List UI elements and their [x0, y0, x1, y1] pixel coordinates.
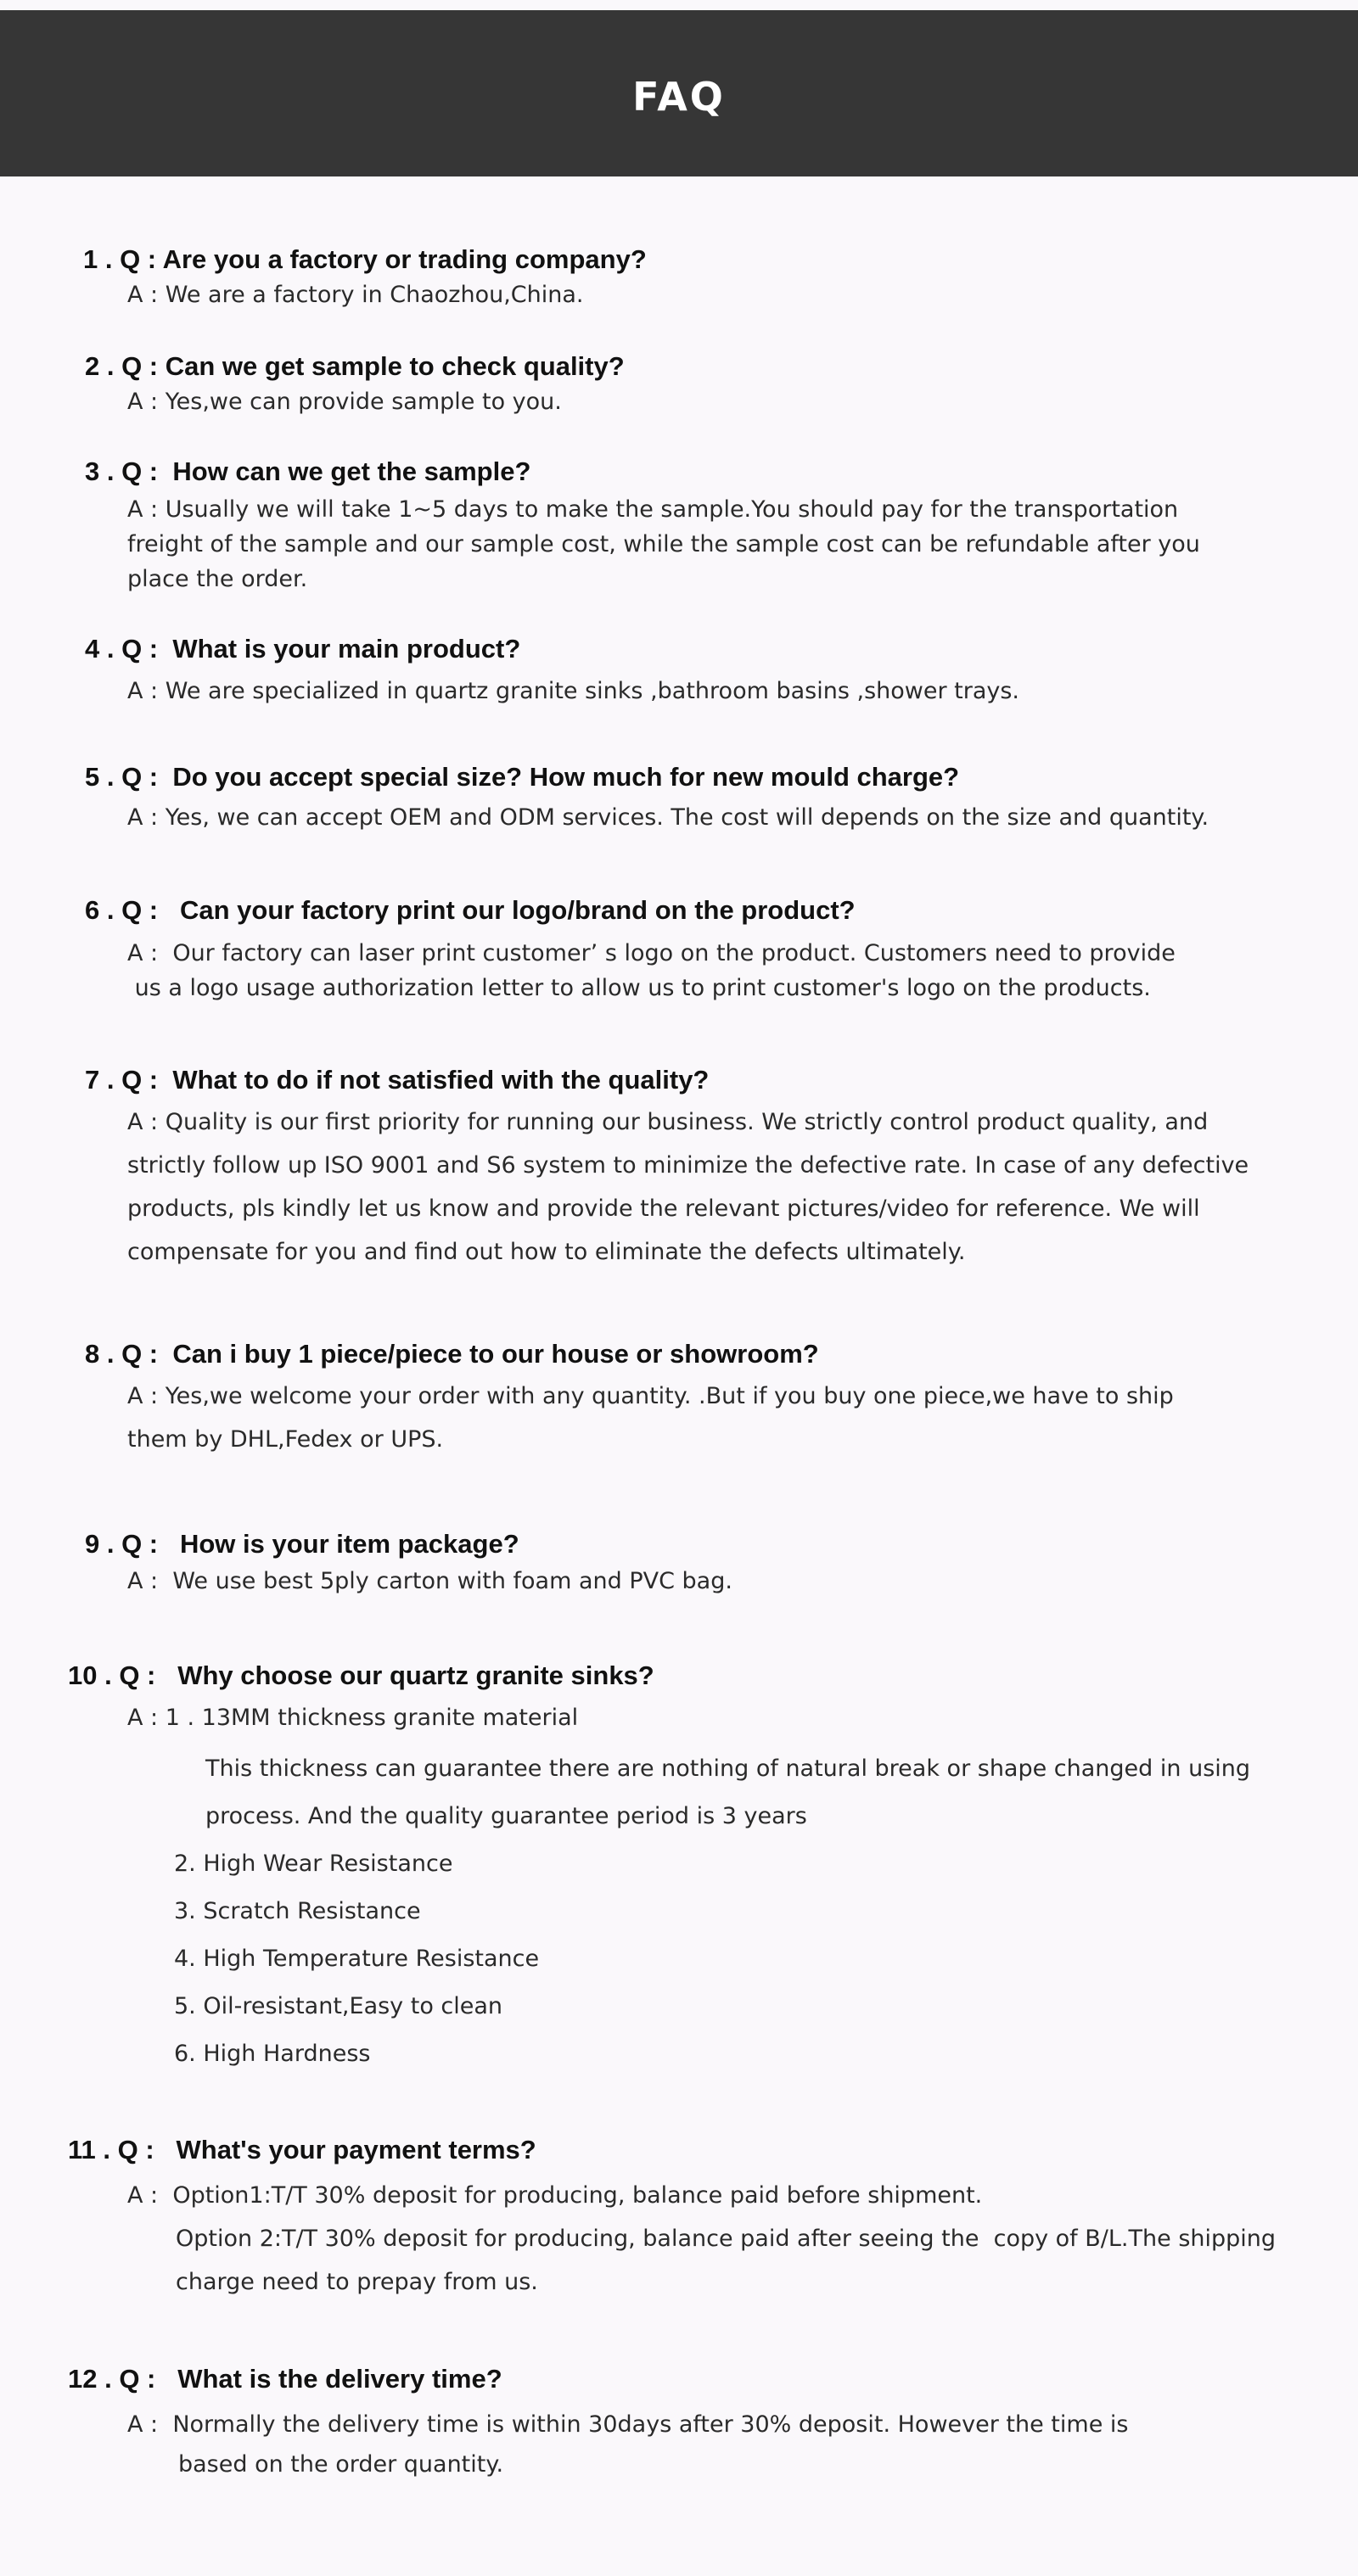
faq-item-5 — [0, 760, 1358, 837]
faq-question: 5 . Q : Do you accept special size? How much for new mould charge? — [85, 762, 960, 792]
faq-answer-line: A : Quality is our first priority for running our business. We strictly control product quality, and — [127, 1109, 1209, 1135]
faq-question: 12 . Q : What is the delivery time? — [68, 2364, 502, 2394]
faq-item-8 — [0, 1337, 1358, 1461]
faq-question: 11 . Q : What's your payment terms? — [68, 2135, 536, 2164]
faq-answer-line: them by DHL,Fedex or UPS. — [127, 1426, 444, 1453]
faq-answer-line: freight of the sample and our sample cost, while the sample cost can be refundable after you — [127, 531, 1200, 557]
faq-banner — [0, 10, 1358, 176]
faq-answer-detail: process. And the quality guarantee period is 3 years — [205, 1803, 807, 1829]
faq-answer-detail: Option 2:T/T 30% deposit for producing, balance paid after seeing the copy of B/L.The shipping — [176, 2226, 1277, 2252]
faq-question: 10 . Q : Why choose our quartz granite sinks? — [68, 1660, 654, 1690]
faq-answer: A : 1 . 13MM thickness granite material — [127, 1705, 579, 1731]
faq-item-1 — [0, 243, 1358, 314]
feature-list-item: 5. Oil-resistant,Easy to clean — [174, 1993, 503, 2019]
faq-answer-line: A : Usually we will take 1~5 days to make the sample.You should pay for the transportation — [127, 496, 1179, 523]
faq-answer-line: A : Our factory can laser print customer’ s logo on the product. Customers need to provide — [127, 940, 1176, 966]
faq-answer-line: strictly follow up ISO 9001 and S6 system to minimize the defective rate. In case of any defective — [127, 1152, 1249, 1179]
faq-answer: A : We use best 5ply carton with foam and PVC bag. — [127, 1568, 732, 1594]
faq-question: 9 . Q : How is your item package? — [85, 1529, 519, 1559]
faq-answer: A : Yes, we can accept OEM and ODM services. The cost will depends on the size and quantity. — [127, 804, 1209, 831]
faq-answer-detail: based on the order quantity. — [178, 2451, 504, 2478]
faq-answer: A : Option1:T/T 30% deposit for producing, balance paid before shipment. — [127, 2182, 983, 2209]
feature-list-item: 6. High Hardness — [174, 2041, 371, 2067]
faq-question: 4 . Q : What is your main product? — [85, 634, 521, 664]
faq-item-2 — [0, 350, 1358, 421]
feature-list-item: 2. High Wear Resistance — [174, 1851, 453, 1877]
faq-item-7 — [0, 1063, 1358, 1274]
faq-item-6 — [0, 893, 1358, 1005]
faq-question: 2 . Q : Can we get sample to check quality? — [85, 351, 625, 381]
feature-list-item: 4. High Temperature Resistance — [174, 1946, 540, 1972]
faq-question: 3 . Q : How can we get the sample? — [85, 456, 531, 486]
faq-question: 6 . Q : Can your factory print our logo/brand on the product? — [85, 895, 856, 925]
faq-item-11 — [0, 2133, 1358, 2304]
faq-answer: A : We are specialized in quartz granite sinks ,bathroom basins ,shower trays. — [127, 678, 1020, 704]
faq-question: 8 . Q : Can i buy 1 piece/piece to our house or showroom? — [85, 1339, 819, 1369]
faq-item-9 — [0, 1527, 1358, 1600]
faq-item-3 — [0, 455, 1358, 596]
faq-answer-detail: charge need to prepay from us. — [176, 2269, 538, 2295]
faq-answer-line: products, pls kindly let us know and provide the relevant pictures/video for reference. We will — [127, 1196, 1200, 1222]
faq-question: 1 . Q : Are you a factory or trading company? — [83, 244, 647, 274]
faq-answer: A : We are a factory in Chaozhou,China. — [127, 282, 584, 308]
faq-answer: A : Normally the delivery time is within 30days after 30% deposit. However the time is — [127, 2411, 1129, 2438]
faq-answer-line: us a logo usage authorization letter to allow us to print customer's logo on the products. — [127, 975, 1151, 1001]
feature-list-item: 3. Scratch Resistance — [174, 1898, 421, 1924]
faq-answer-line: place the order. — [127, 566, 308, 592]
faq-item-4 — [0, 632, 1358, 710]
faq-question: 7 . Q : What to do if not satisfied with the quality? — [85, 1065, 710, 1095]
faq-answer-detail: This thickness can guarantee there are nothing of natural break or shape changed in using — [205, 1756, 1251, 1782]
faq-answer-line: compensate for you and find out how to eliminate the defects ultimately. — [127, 1239, 966, 1265]
faq-answer: A : Yes,we can provide sample to you. — [127, 389, 562, 415]
page-title: FAQ — [632, 74, 726, 120]
faq-answer-line: A : Yes,we welcome your order with any quantity. .But if you buy one piece,we have to ship — [127, 1383, 1174, 1409]
faq-item-12 — [0, 2362, 1358, 2486]
faq-item-10 — [0, 1659, 1358, 2078]
